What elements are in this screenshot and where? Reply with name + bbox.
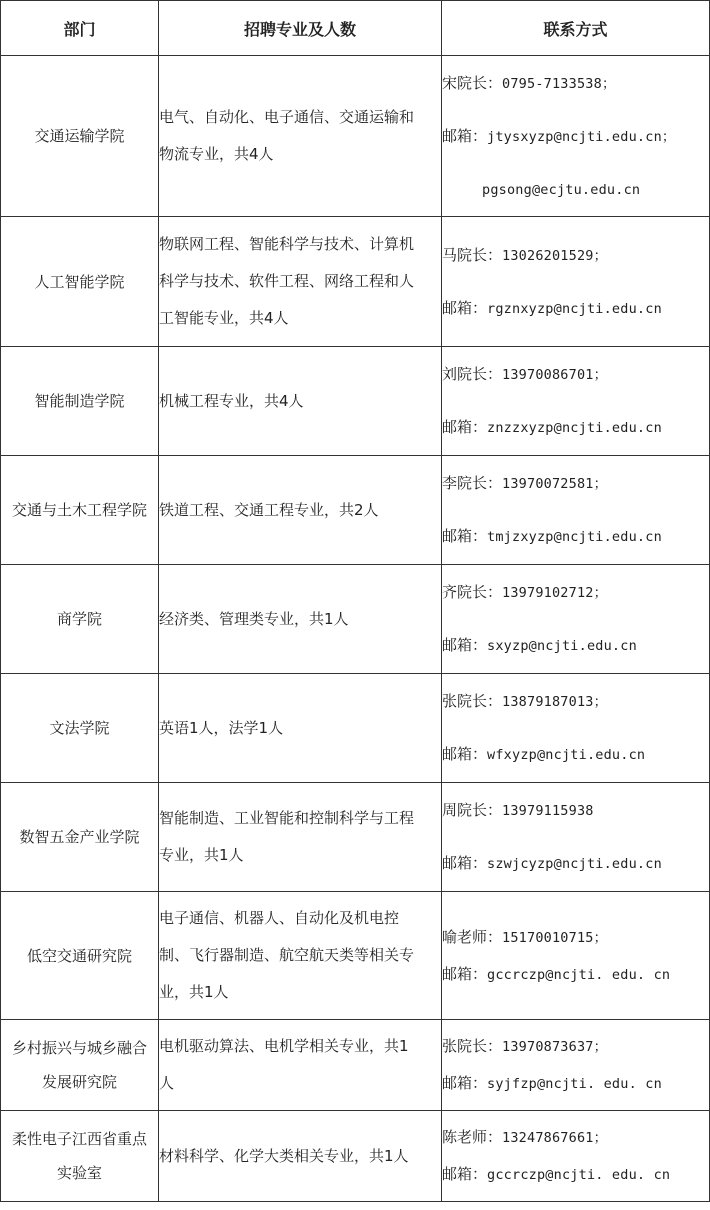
header-dept: 部门	[1, 1, 159, 56]
dept-cell	[1, 565, 159, 674]
contact-email[interactable]: rgznxyzp@ncjti.edu.cn	[487, 300, 662, 317]
contact-phone: 13879187013；	[502, 694, 608, 710]
table-row	[1, 1111, 710, 1202]
dept-cell	[1, 892, 159, 1020]
contact-email[interactable]: jtysxyzp@ncjti.edu.cn；	[487, 128, 676, 145]
contact-phone: 13026201529；	[502, 247, 608, 264]
email-label: 邮箱：	[442, 636, 488, 654]
major-text: 机械工程专业，共4人	[159, 391, 304, 410]
major-text: 人	[159, 1074, 175, 1092]
contact-phone-line	[442, 457, 709, 510]
major-text: 材料科学、化学大类相关专业，共1人	[159, 1146, 409, 1165]
major-text: 英语1人，法学1人	[159, 718, 284, 737]
contact-phone: 13979115938	[502, 803, 594, 819]
table-row	[1, 347, 710, 456]
contact-phone-line	[442, 784, 709, 837]
dept-name: 乡村振兴与城乡融合	[11, 1039, 147, 1057]
major-text: 工智能专业，共4人	[159, 309, 289, 327]
dept-name: 发展研究院	[41, 1073, 117, 1091]
major-cell	[159, 892, 442, 1020]
contact-email-2[interactable]: pgsong@ecjtu.edu.cn	[482, 181, 641, 198]
contact-phone: 0795-7133538；	[502, 75, 616, 92]
contact-phone-line	[442, 229, 709, 282]
contact-cell	[442, 674, 710, 783]
contact-name: 喻老师：	[442, 927, 503, 946]
dept-name: 低空交通研究院	[26, 946, 132, 965]
contact-email[interactable]: syjfzp@ncjti. edu. cn	[487, 1076, 662, 1092]
dept-cell	[1, 217, 159, 347]
major-text: 科学与技术、软件工程、网络工程和人	[159, 272, 415, 290]
contact-phone: 13970086701；	[502, 367, 608, 383]
major-text: 物联网工程、智能科学与技术、计算机	[159, 235, 415, 253]
contact-cell	[442, 1020, 710, 1111]
contact-email-line	[442, 837, 709, 890]
major-text: 铁道工程、交通工程专业，共2人	[159, 500, 379, 519]
contact-email[interactable]: gccrczp@ncjti. edu. cn	[487, 966, 671, 983]
dept-cell	[1, 56, 159, 217]
contact-cell	[442, 456, 710, 565]
dept-name: 商学院	[56, 610, 102, 628]
email-label: 邮箱：	[442, 126, 488, 145]
contact-cell	[442, 217, 710, 347]
contact-cell	[442, 1111, 710, 1202]
contact-email-line-2	[442, 163, 709, 216]
table-row	[1, 56, 710, 217]
contact-phone-line	[442, 566, 709, 619]
major-cell	[159, 565, 442, 674]
contact-cell	[442, 347, 710, 456]
contact-name: 李院长：	[442, 474, 503, 492]
dept-name: 文法学院	[49, 719, 110, 737]
contact-email-line	[442, 510, 709, 563]
dept-name: 人工智能学院	[34, 272, 125, 291]
major-cell	[159, 1111, 442, 1202]
dept-cell	[1, 456, 159, 565]
dept-name: 数智五金产业学院	[19, 828, 140, 846]
dept-name: 交通与土木工程学院	[11, 501, 147, 519]
contact-name: 宋院长：	[442, 73, 503, 92]
contact-phone-line	[442, 675, 709, 728]
table-row	[1, 783, 710, 892]
email-label: 邮箱：	[442, 964, 488, 983]
table-row	[1, 456, 710, 565]
contact-phone: 13247867661；	[502, 1130, 608, 1146]
contact-phone: 13979102712；	[502, 585, 608, 601]
major-cell	[159, 674, 442, 783]
dept-cell	[1, 674, 159, 783]
contact-phone: 15170010715；	[502, 929, 608, 946]
major-text: 电子通信、机器人、自动化及机电控	[159, 909, 400, 927]
major-text: 专业，共1人	[159, 846, 244, 864]
table-row	[1, 1020, 710, 1111]
header-row	[1, 1, 710, 56]
table-row	[1, 565, 710, 674]
major-text: 制、飞行器制造、航空航天类等相关专	[159, 946, 415, 964]
major-cell	[159, 1020, 442, 1111]
contact-name: 刘院长：	[442, 365, 503, 383]
dept-name: 柔性电子江西省重点	[11, 1130, 147, 1148]
contact-email-line	[442, 401, 709, 454]
contact-phone-line	[442, 919, 709, 956]
major-text: 电机驱动算法、电机学相关专业，共1	[159, 1037, 409, 1055]
table-row	[1, 892, 710, 1020]
major-text: 业，共1人	[159, 983, 229, 1001]
email-label: 邮箱：	[442, 745, 488, 763]
contact-email-line	[442, 282, 709, 335]
contact-name: 张院长：	[442, 692, 503, 710]
contact-email[interactable]: szwjcyzp@ncjti.edu.cn	[487, 856, 662, 872]
major-text: 智能制造、工业智能和控制科学与工程	[159, 809, 415, 827]
table-row	[1, 217, 710, 347]
dept-cell	[1, 1111, 159, 1202]
contact-email[interactable]: tmjzxyzp@ncjti.edu.cn	[487, 529, 662, 545]
contact-email-line	[442, 1156, 709, 1193]
dept-cell	[1, 783, 159, 892]
contact-cell	[442, 783, 710, 892]
email-label: 邮箱：	[442, 418, 488, 436]
contact-email[interactable]: gccrczp@ncjti. edu. cn	[487, 1167, 671, 1183]
contact-name: 张院长：	[442, 1037, 503, 1055]
email-label: 邮箱：	[442, 854, 488, 872]
dept-name: 交通运输学院	[34, 127, 125, 145]
contact-email-line	[442, 110, 709, 163]
contact-phone-line	[442, 1119, 709, 1156]
contact-name: 齐院长：	[442, 583, 503, 601]
contact-phone-line	[442, 348, 709, 401]
contact-name: 马院长：	[442, 245, 503, 264]
dept-cell	[1, 1020, 159, 1111]
email-label: 邮箱：	[442, 1074, 488, 1092]
contact-phone-line	[442, 1028, 709, 1065]
contact-email[interactable]: wfxyzp@ncjti.edu.cn	[487, 747, 646, 763]
header-major: 招聘专业及人数	[159, 1, 442, 56]
major-cell	[159, 456, 442, 565]
contact-email-line	[442, 728, 709, 781]
contact-email[interactable]: znzzxyzp@ncjti.edu.cn	[487, 420, 662, 436]
dept-name: 实验室	[56, 1164, 102, 1182]
contact-phone: 13970873637；	[502, 1039, 608, 1055]
major-cell	[159, 56, 442, 217]
table-row	[1, 674, 710, 783]
email-label: 邮箱：	[442, 527, 488, 545]
contact-cell	[442, 56, 710, 217]
contact-email-line	[442, 619, 709, 672]
header-contact: 联系方式	[442, 1, 710, 56]
email-label: 邮箱：	[442, 1165, 488, 1183]
contact-cell	[442, 565, 710, 674]
contact-name: 周院长：	[442, 801, 503, 819]
major-cell	[159, 347, 442, 456]
major-cell	[159, 783, 442, 892]
dept-name: 智能制造学院	[34, 392, 125, 410]
email-label: 邮箱：	[442, 298, 488, 317]
major-text: 电气、自动化、电子通信、交通运输和	[159, 108, 415, 126]
contact-phone: 13970072581；	[502, 476, 608, 492]
major-text: 物流专业，共4人	[159, 145, 274, 163]
dept-cell	[1, 347, 159, 456]
contact-phone-line	[442, 57, 709, 110]
major-text: 经济类、管理类专业，共1人	[159, 609, 349, 628]
major-cell	[159, 217, 442, 347]
contact-email-line	[442, 1065, 709, 1102]
contact-email-line	[442, 956, 709, 993]
contact-cell	[442, 892, 710, 1020]
contact-email[interactable]: sxyzp@ncjti.edu.cn	[487, 638, 637, 654]
contact-name: 陈老师：	[442, 1128, 503, 1146]
